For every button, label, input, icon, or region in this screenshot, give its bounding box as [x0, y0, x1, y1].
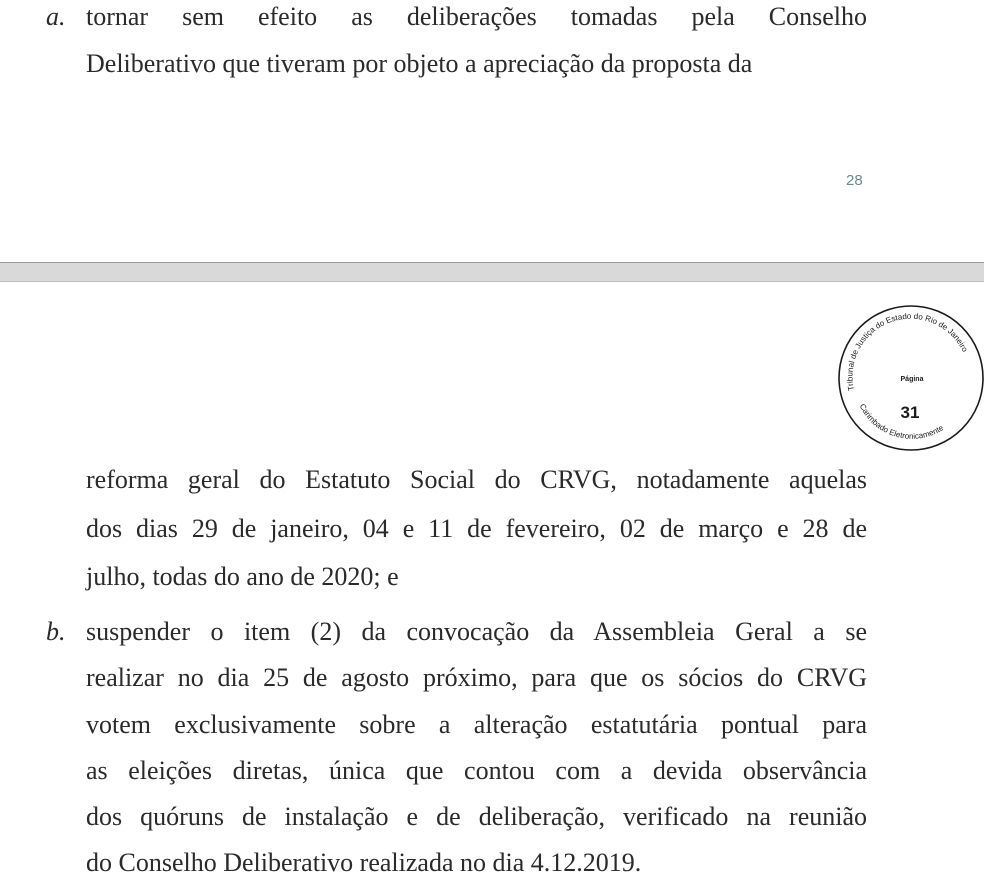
- text-line: tornar sem efeito as deliberações tomadas pela Conselho: [86, 2, 867, 31]
- document-page-lower: [0, 282, 984, 896]
- stamp-bottom-text: Carimbado Eletronicamente: [857, 402, 946, 441]
- stamp-label: Página: [900, 376, 924, 383]
- text-line: as eleições diretas, única que contou com a devida observância: [86, 756, 867, 785]
- stamp-page-number: 31: [900, 403, 920, 422]
- text-line: reforma geral do Estatuto Social do CRVG, notadamente aquelas: [86, 465, 867, 494]
- page-separator: [0, 262, 984, 282]
- document-page-upper: [0, 0, 984, 262]
- text-line: Deliberativo que tiveram por objeto a apreciação da proposta da: [86, 49, 753, 78]
- list-marker-b: b.: [46, 617, 66, 646]
- stamp-top-text: Tribunal de Justiça do Estado do Rio de Janeiro: [845, 311, 970, 392]
- text-line: realizar no dia 25 de agosto próximo, para que os sócios do CRVG: [86, 663, 867, 692]
- court-stamp-icon: [836, 304, 984, 452]
- text-line: dos dias 29 de janeiro, 04 e 11 de fevereiro, 02 de março e 28 de: [86, 514, 867, 543]
- page-number: 28: [846, 172, 863, 189]
- list-marker-a: a.: [46, 2, 66, 31]
- text-line: votem exclusivamente sobre a alteração estatutária pontual para: [86, 710, 867, 739]
- text-line: suspender o item (2) da convocação da Assembleia Geral a se: [86, 617, 867, 646]
- text-line: julho, todas do ano de 2020; e: [86, 562, 399, 591]
- text-line: dos quóruns de instalação e de deliberação, verificado na reunião: [86, 802, 867, 831]
- text-line: do Conselho Deliberativo realizada no dia 4.12.2019.: [86, 848, 642, 877]
